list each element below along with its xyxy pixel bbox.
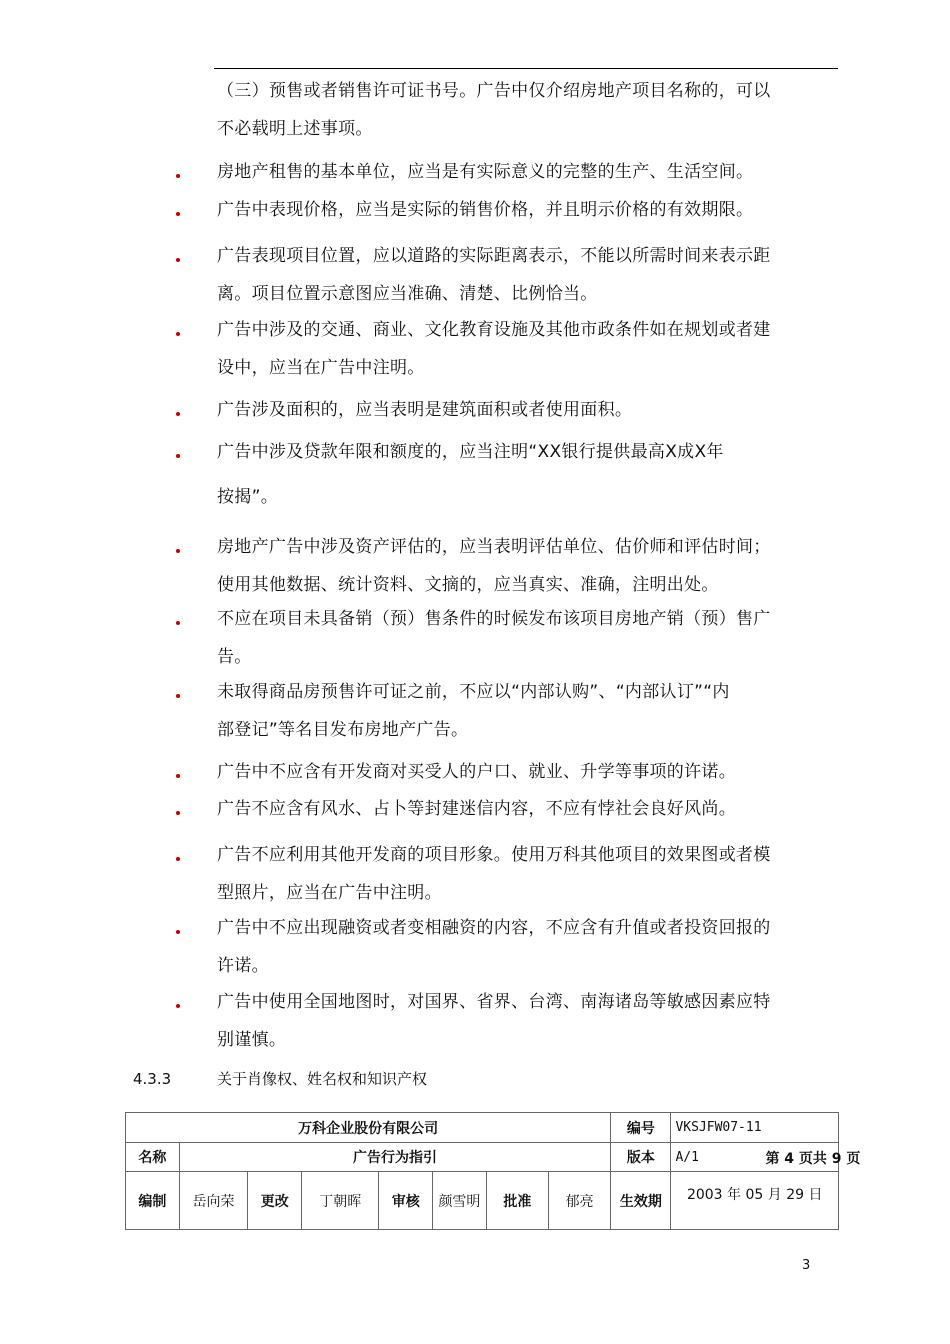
bullet-icon <box>176 621 180 625</box>
document-code: VKSJFW07-11 <box>671 1113 839 1143</box>
paragraph-line: 别谨慎。 <box>217 1030 287 1050</box>
section-number: 4.3.3 <box>133 1070 172 1088</box>
author-label: 编制 <box>126 1172 180 1230</box>
paragraph-line: 广告中不应含有开发商对买受人的户口、就业、升学等事项的许诺。 <box>217 762 736 782</box>
paragraph-line: 告。 <box>217 647 252 667</box>
bullet-icon <box>176 857 180 861</box>
body-paragraph <box>217 391 832 429</box>
body-paragraph <box>217 600 832 676</box>
paragraph-line: 广告中涉及贷款年限和额度的，应当注明“XX银行提供最高X成X年 <box>217 442 724 462</box>
changer: 丁朝晖 <box>302 1172 379 1230</box>
page-info: 第 4 页共 9 页 <box>765 1151 861 1167</box>
paragraph-line: 许诺。 <box>217 956 269 976</box>
review-label: 审核 <box>379 1172 433 1230</box>
paragraph-line: 房地产广告中涉及资产评估的，应当表明评估单位、估价师和评估时间； <box>217 537 771 557</box>
paragraph-line: 广告中表现价格，应当是实际的销售价格，并且明示价格的有效期限。 <box>217 200 754 220</box>
paragraph-line: 不必载明上述事项。 <box>217 119 373 139</box>
document-name: 广告行为指引 <box>179 1143 611 1172</box>
bullet-icon <box>176 1004 180 1008</box>
body-paragraph <box>217 836 832 912</box>
document-control-table <box>125 1112 861 1230</box>
paragraph-line: 广告中涉及的交通、商业、文化教育设施及其他市政条件如在规划或者建 <box>217 320 771 340</box>
version-value: A/1 <box>675 1149 699 1165</box>
body-paragraph <box>217 528 832 604</box>
bullet-icon <box>176 454 180 458</box>
paragraph-line: 型照片，应当在广告中注明。 <box>217 883 442 903</box>
paragraph-line: 广告不应含有风水、占卜等封建迷信内容，不应有悖社会良好风尚。 <box>217 799 736 819</box>
approve-label: 批准 <box>486 1172 548 1230</box>
paragraph-line: 广告涉及面积的，应当表明是建筑面积或者使用面积。 <box>217 400 633 420</box>
body-paragraph <box>217 433 832 471</box>
bullet-icon <box>176 412 180 416</box>
company-name: 万科企业股份有限公司 <box>126 1113 611 1143</box>
paragraph-line: 广告中不应出现融资或者变相融资的内容，不应含有升值或者投资回报的 <box>217 918 771 938</box>
bullet-icon <box>176 549 180 553</box>
bullet-icon <box>176 811 180 815</box>
bullet-icon <box>176 774 180 778</box>
paragraph-line: 不应在项目未具备销（预）售条件的时候发布该项目房地产销（预）售广 <box>217 609 771 629</box>
bullet-icon <box>176 174 180 178</box>
body-paragraph <box>217 72 832 148</box>
paragraph-line: 广告表现项目位置，应以道路的实际距离表示，不能以所需时间来表示距 <box>217 246 771 266</box>
paragraph-line: 离。项目位置示意图应当准确、清楚、比例恰当。 <box>217 284 598 304</box>
paragraph-line: 部登记”等名目发布房地产广告。 <box>217 720 469 740</box>
effective-label: 生效期 <box>611 1172 671 1230</box>
body-paragraph <box>217 909 832 985</box>
body-paragraph <box>217 191 832 229</box>
paragraph-line: 未取得商品房预售许可证之前，不应以“内部认购”、“内部认订”“内 <box>217 682 730 702</box>
reviewer: 颜雪明 <box>433 1172 487 1230</box>
bullet-icon <box>176 212 180 216</box>
bullet-icon <box>176 694 180 698</box>
paragraph-line: 按揭”。 <box>217 487 279 507</box>
body-paragraph <box>217 983 832 1059</box>
name-label: 名称 <box>126 1143 180 1172</box>
page-number: 3 <box>802 1258 811 1273</box>
body-paragraph <box>217 311 832 387</box>
bullet-icon <box>176 258 180 262</box>
change-label: 更改 <box>248 1172 302 1230</box>
paragraph-line: 房地产租售的基本单位，应当是有实际意义的完整的生产、生活空间。 <box>217 162 754 182</box>
body-paragraph <box>217 478 832 516</box>
effective-date: 2003 年 05 月 29 日 <box>671 1172 839 1230</box>
paragraph-line: 使用其他数据、统计资料、文摘的，应当真实、准确，注明出处。 <box>217 575 719 595</box>
paragraph-line: 广告不应利用其他开发商的项目形象。使用万科其他项目的效果图或者模 <box>217 845 771 865</box>
header-rule <box>214 68 838 69</box>
paragraph-line: 设中，应当在广告中注明。 <box>217 358 425 378</box>
body-paragraph <box>217 753 832 791</box>
version-cell <box>671 1143 861 1172</box>
bullet-icon <box>176 930 180 934</box>
paragraph-line: 广告中使用全国地图时，对国界、省界、台湾、南海诸岛等敏感因素应特 <box>217 992 771 1012</box>
body-paragraph <box>217 153 832 191</box>
code-label: 编号 <box>611 1113 671 1143</box>
approver: 郁亮 <box>549 1172 611 1230</box>
paragraph-line: （三）预售或者销售许可证书号。广告中仅介绍房地产项目名称的，可以 <box>217 81 771 101</box>
body-paragraph <box>217 673 832 749</box>
body-paragraph <box>217 790 832 828</box>
section-title: 关于肖像权、姓名权和知识产权 <box>217 1070 428 1088</box>
bullet-icon <box>176 332 180 336</box>
author: 岳向荣 <box>179 1172 248 1230</box>
version-label: 版本 <box>611 1143 671 1172</box>
body-paragraph <box>217 237 832 313</box>
